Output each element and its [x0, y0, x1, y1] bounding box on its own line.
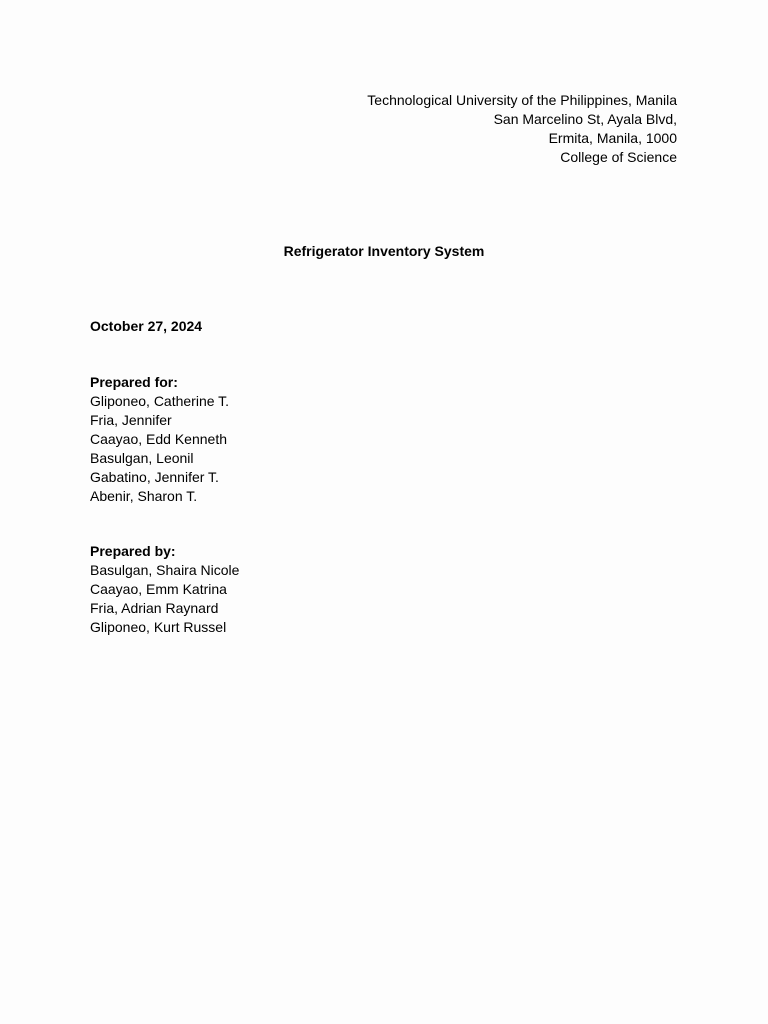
document-date: October 27, 2024	[90, 318, 203, 334]
prepared-for-name: Abenir, Sharon T.	[90, 488, 198, 504]
prepared-by-name: Caayao, Emm Katrina	[90, 581, 227, 597]
prepared-for-heading: Prepared for:	[90, 374, 178, 390]
prepared-by-name: Basulgan, Shaira Nicole	[90, 562, 240, 578]
document-title: Refrigerator Inventory System	[283, 243, 485, 259]
prepared-by-section	[90, 542, 239, 637]
prepared-for-name: Basulgan, Leonil	[90, 450, 194, 466]
prepared-by-heading: Prepared by:	[90, 543, 176, 559]
prepared-by-name: Fria, Adrian Raynard	[90, 600, 219, 616]
address-line-college: College of Science	[560, 149, 677, 165]
prepared-for-name: Fria, Jennifer	[90, 412, 172, 428]
prepared-for-name: Caayao, Edd Kenneth	[90, 431, 227, 447]
address-line-university: Technological University of the Philippines, Manila	[367, 92, 677, 108]
address-line-city: Ermita, Manila, 1000	[548, 130, 677, 146]
prepared-by-name: Gliponeo, Kurt Russel	[90, 619, 227, 635]
prepared-for-section	[90, 373, 229, 506]
address-line-street: San Marcelino St, Ayala Blvd,	[493, 111, 677, 127]
prepared-for-name: Gliponeo, Catherine T.	[90, 393, 230, 409]
prepared-for-name: Gabatino, Jennifer T.	[90, 469, 219, 485]
institution-address	[367, 91, 677, 167]
